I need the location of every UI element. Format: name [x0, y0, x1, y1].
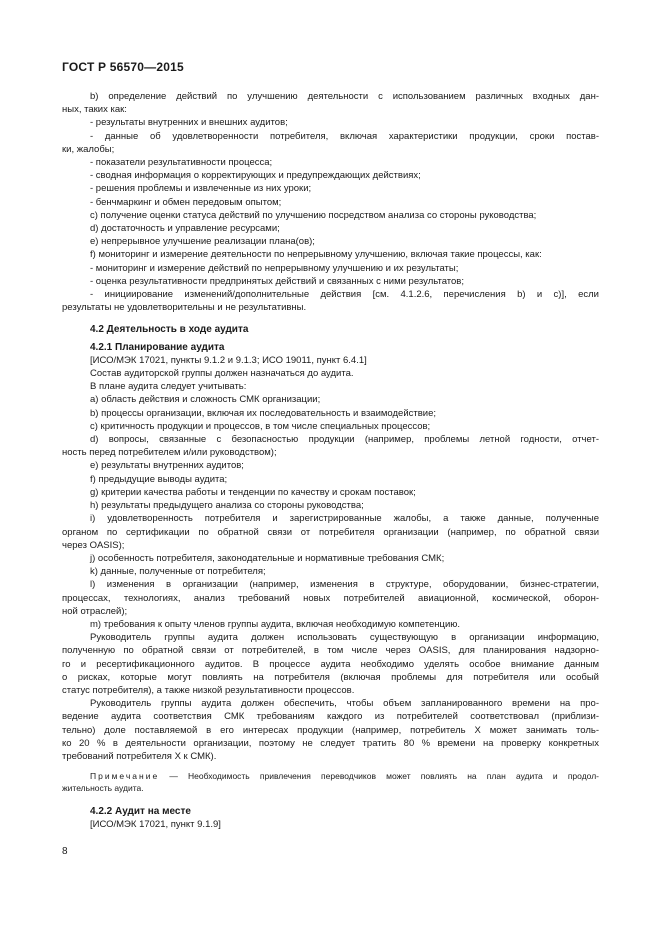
- section-4-2-2-reference: [ИСО/МЭК 17021, пункт 9.1.9]: [90, 819, 221, 831]
- text-line: Руководитель группы аудита должен использовать существующую в организации информацию,: [90, 632, 599, 644]
- text-line: - бенчмаркинг и обмен передовым опытом;: [90, 196, 282, 208]
- text-line: с) критичность продукции и процессов, в том числе специальных процессов;: [90, 420, 431, 432]
- text-line: тельно) доле поставляемой в его интересах продукции (например, потребитель X может занимать толь-: [62, 724, 599, 736]
- text-line: h) результаты предыдущего анализа со стороны руководства;: [90, 500, 364, 512]
- text-line: ность перед потребителем и/или руководством);: [62, 447, 277, 459]
- text-line: статус потребителя), а также низкой результативности процессов.: [62, 684, 355, 696]
- text-line: а) область действия и сложность СМК организации;: [90, 394, 321, 406]
- text-line: f) мониторинг и измерение деятельности по непрерывному улучшению, включая такие процессы, как:: [90, 249, 542, 261]
- note-line-2: жительность аудита.: [62, 783, 144, 794]
- document-body: [62, 90, 599, 832]
- text-line: е) результаты внутренних аудитов;: [90, 460, 244, 472]
- text-line: Руководитель группы аудита должен обеспечить, чтобы объем запланированного времени на про-: [90, 698, 599, 710]
- text-line: е) непрерывное улучшение реализации плана(ов);: [90, 236, 315, 248]
- text-line: d) достаточность и управление ресурсами;: [90, 223, 280, 235]
- text-line: m) требования к опыту членов группы аудита, включая необходимую компетенцию.: [90, 618, 461, 630]
- text-line: Состав аудиторской группы должен назначаться до аудита.: [90, 368, 354, 380]
- text-line: i) удовлетворенность потребителя и зарегистрированные жалобы, а также данные, полученные: [90, 513, 599, 525]
- text-line: k) данные, полученные от потребителя;: [90, 566, 266, 578]
- text-line: j) особенность потребителя, законодательные и нормативные требования СМК;: [90, 552, 445, 564]
- text-line: результаты не удовлетворительны и не результативны.: [62, 302, 307, 314]
- text-line: органом по сертификации по обратной связи от потребителя организации (например, по обратной связи: [62, 526, 599, 538]
- text-line: - показатели результативности процесса;: [90, 157, 273, 169]
- text-line: b) процессы организации, включая их последовательность и взаимодействие;: [90, 407, 437, 419]
- text-line: - оценка результативности предпринятых действий и связанных с ними результатов;: [90, 275, 464, 287]
- section-4-2-2-heading: 4.2.2 Аудит на месте: [90, 806, 191, 818]
- text-line: - данные об удовлетворенности потребителя, включая характеристики продукции, сроки постав-: [90, 130, 599, 142]
- text-line: l) изменения в организации (например, изменения в структуре, оборудовании, бизнес-стратегии,: [90, 579, 599, 591]
- text-line: [ИСО/МЭК 17021, пункты 9.1.2 и 9.1.3; ИСО 19011, пункт 6.4.1]: [90, 354, 367, 366]
- text-line: го и ресертификационного аудитов. В процессе аудита необходимо уделять особое внимание данным: [62, 658, 599, 670]
- text-line: - результаты внутренних и внешних аудитов;: [90, 117, 288, 129]
- document-header: ГОСТ Р 56570—2015: [62, 60, 184, 74]
- section-4-2-heading: 4.2 Деятельность в ходе аудита: [90, 324, 249, 336]
- text-line: - мониторинг и измерение действий по непрерывному улучшению и их результаты;: [90, 262, 459, 274]
- page-number: 8: [62, 846, 68, 857]
- note-label: Примечание: [90, 771, 160, 782]
- text-line: b) определение действий по улучшению деятельности с использованием различных входных дан-: [90, 91, 599, 102]
- audit-planning-text: [62, 354, 599, 763]
- text-line: процессах, технологиях, анализ требований новых потребителей авиационной, космической, оборон-: [62, 592, 599, 604]
- text-line: ведение аудита соответствия СМК требованиям каждого из потребителей соответствовал (приблизи-: [62, 711, 599, 723]
- text-line: g) критерии качества работы и тенденции по качеству и срокам поставок;: [90, 486, 416, 498]
- text-line: d) вопросы, связанные с безопасностью продукции (например, проблемы летной годности, отчет-: [90, 434, 599, 446]
- text-line: ко 20 % в деятельности организации, поэтому не следует тратить 80 % времени на проверку конкретных: [62, 737, 599, 749]
- note-line-1: Примечание — Необходимость привлечения переводчиков может повлиять на план аудита и продол-: [90, 771, 599, 782]
- text-line: В плане аудита следует учитывать:: [90, 381, 247, 393]
- text-line: с) получение оценки статуса действий по улучшению посредством анализа со стороны руководства;: [90, 209, 537, 221]
- text-line: ных, таких как:: [62, 104, 127, 116]
- text-line: - инициирование изменений/дополнительные действия [см. 4.1.2.6, перечисления b) и с)], если: [90, 289, 599, 301]
- section-4-2-1-heading: 4.2.1 Планирование аудита: [90, 341, 225, 353]
- text-line: - сводная информация о корректирующих и предупреждающих действиях;: [90, 170, 421, 182]
- text-line: - решения проблемы и извлеченные из них уроки;: [90, 183, 312, 195]
- improvement-list: [62, 90, 599, 314]
- text-line: о рисках, которые могут повлиять на потребителя (включая проблемы для потребителя или особый: [62, 671, 599, 683]
- text-line: требований потребителя X к СМК).: [62, 750, 217, 762]
- text-line: ной отраслей);: [62, 605, 128, 617]
- text-line: ки, жалобы;: [62, 143, 115, 155]
- text-line: f) предыдущие выводы аудита;: [90, 473, 228, 485]
- note-block: [62, 770, 599, 794]
- text-line: полученную по обратной связи от потребителей, в том числе через OASIS, для планирования надзорно-: [62, 645, 599, 657]
- text-line: через OASIS);: [62, 539, 125, 551]
